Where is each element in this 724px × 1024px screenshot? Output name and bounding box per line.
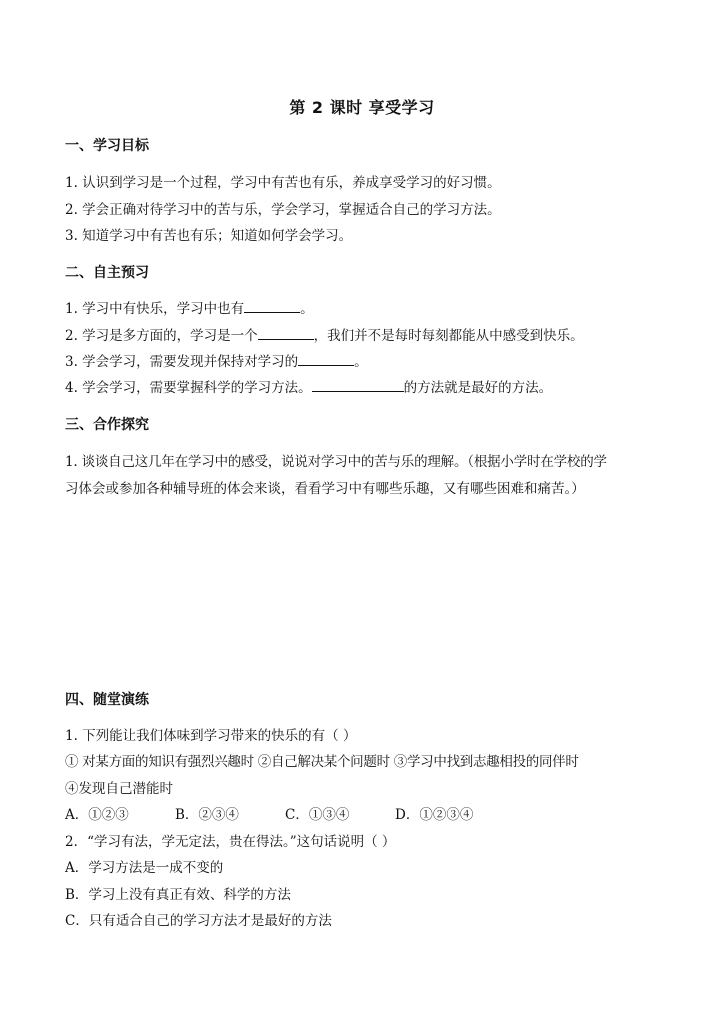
goal-item: 1. 认识到学习是一个过程，学习中有苦也有乐，养成享受学习的好习惯。 bbox=[65, 175, 501, 191]
question-text: 4. 学会学习，需要掌握科学的学习方法。 bbox=[65, 380, 312, 396]
preview-question-3 bbox=[65, 350, 368, 370]
option-d[interactable]: D．①②③④ bbox=[395, 807, 474, 823]
answer-blank[interactable] bbox=[312, 377, 404, 392]
goal-item: 2. 学会正确对待学习中的苦与乐，学会学习，掌握适合自己的学习方法。 bbox=[65, 202, 501, 218]
explore-question-line: 习体会或参加各种辅导班的体会来谈，看看学习中有哪些乐趣，又有哪些困难和痛苦。） bbox=[65, 481, 585, 497]
section-heading-preview: 二、自主预习 bbox=[65, 265, 149, 281]
option-c[interactable]: C．只有适合自己的学习方法才是最好的方法 bbox=[65, 913, 332, 929]
question-text: 的方法就是最好的方法。 bbox=[403, 380, 553, 396]
goal-item: 3. 知道学习中有苦也有乐；知道如何学会学习。 bbox=[65, 228, 353, 244]
section-heading-practice: 四、随堂演练 bbox=[65, 692, 149, 708]
option-b[interactable]: B．②③④ bbox=[175, 807, 239, 823]
practice-question-1-choices: ④发现自己潜能时 bbox=[65, 781, 173, 797]
answer-blank[interactable] bbox=[298, 351, 354, 366]
option-b[interactable]: B．学习上没有真正有效、科学的方法 bbox=[65, 887, 291, 903]
answer-blank[interactable] bbox=[244, 298, 300, 313]
practice-question-1-options bbox=[65, 803, 473, 823]
preview-question-2 bbox=[65, 324, 584, 344]
practice-question-1-choices: ① 对某方面的知识有强烈兴趣时 ②自己解决某个问题时 ③学习中找到志趣相投的同伴时 bbox=[65, 754, 579, 770]
question-text: 2. 学习是多方面的，学习是一个 bbox=[65, 328, 258, 344]
option-c[interactable]: C．①③④ bbox=[285, 807, 350, 823]
section-heading-explore: 三、合作探究 bbox=[65, 417, 149, 433]
question-text: 1. 学习中有快乐，学习中也有 bbox=[65, 301, 245, 317]
preview-question-1 bbox=[65, 297, 314, 317]
option-a[interactable]: A．学习方法是一成不变的 bbox=[65, 860, 224, 876]
page-title: 第 2 课时 享受学习 bbox=[289, 98, 435, 117]
explore-question-line: 1. 谈谈自己这几年在学习中的感受，说说对学习中的苦与乐的理解。（根据小学时在学校的学 bbox=[65, 454, 607, 470]
option-a[interactable]: A．①②③ bbox=[65, 807, 129, 823]
question-text: 。 bbox=[354, 354, 368, 370]
practice-question-2-stem: 2．“学习有法，学无定法，贵在得法。”这句话说明（ ） bbox=[65, 834, 396, 850]
answer-blank[interactable] bbox=[258, 325, 314, 340]
practice-question-1-stem: 1. 下列能让我们体味到学习带来的快乐的有（ ） bbox=[65, 728, 357, 744]
preview-question-4 bbox=[65, 376, 552, 396]
question-text: 3. 学会学习，需要发现并保持对学习的 bbox=[65, 354, 299, 370]
section-heading-goals: 一、学习目标 bbox=[65, 138, 149, 154]
question-text: 。 bbox=[300, 301, 314, 317]
question-text: ，我们并不是每时每刻都能从中感受到快乐。 bbox=[313, 328, 584, 344]
